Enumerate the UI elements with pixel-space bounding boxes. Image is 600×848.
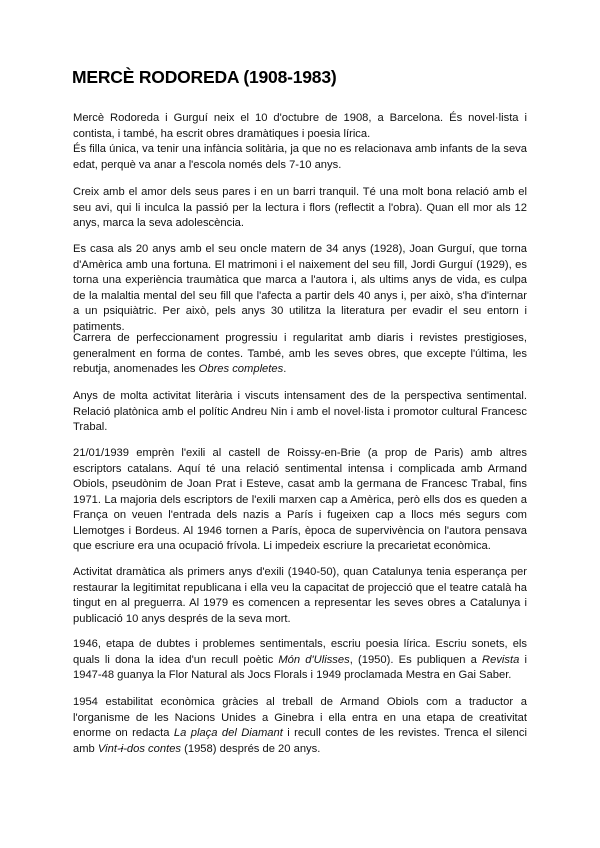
paragraph-birth-line-2: És filla única, va tenir una infància solitària, ja que no es relacionava amb infants de la seva edat, perquè va anar a l'escola només dels 7-10 anys. bbox=[73, 143, 527, 171]
work-title-mon-d-ulisses: Món d'Ulisses bbox=[278, 653, 350, 666]
paragraph-drama: Activitat dramàtica als primers anys d'exili (1940-50), quan Catalunya tenia esperança per restaurar la legitimitat republicana i ella veu la capacitat de projecció que el teatre català ha tingut en al preguerra. Al 1979 es comencen a representar les seves obres a Catalunya i publicació 10 anys després de la seva mort. bbox=[73, 566, 527, 625]
work-title-revista: Revista bbox=[482, 653, 520, 666]
page-title: MERCÈ RODOREDA (1908-1983) bbox=[72, 67, 337, 87]
paragraph-poetry: 1946, etapa de dubtes i problemes sentimentals, escriu poesia lírica. Escriu sonets, els quals li dona la idea d'un recull poètic Món d'Ulisses, (1950). Es publiquen a Revista i 1947-48 guanya la Flor Natural als Jocs Florals i 1949 proclamada Mestra en Gai Saber. bbox=[73, 638, 527, 681]
paragraph-literary-activity: Anys de molta activitat literària i viscuts intensament des de la perspectiva sentimental. Relació platònica amb el polític Andreu Nin i amb el novel·lista i promotor cultural Francesc Trabal. bbox=[73, 390, 527, 433]
paragraph-stability: 1954 estabilitat econòmica gràcies al treball de Armand Obiols com a traductor a l'organisme de les Nacions Unides a Ginebra i ella entra en una etapa de creativitat enorme on redacta La plaça del Diamant i recull contes de les revistes. Trenca el silenci amb Vint-i-dos contes (1958) després de 20 anys. bbox=[73, 696, 527, 755]
work-title-la-placa-del-diamant: La plaça del Diamant bbox=[173, 727, 283, 739]
paragraph-exile: 21/01/1939 emprèn l'exili al castell de Roissy-en-Brie (a prop de Paris) amb altres escriptors catalans. Aquí té una relació sentimental intensa i complicada amb Armand Obiols, pseudònim de Joan Prat i Esteve, casat amb la germana de Francesc Trabal, fins 1971. La majoria dels escriptors de l'exili marxen cap a Amèrica, però ells dos es queden a França on veuen l'entrada dels nazis a París i fugeixen cap a llocs més segurs com Llemotges i Bordeus. Al 1946 tornen a París, època de supervivència on l'autora pensava que escriure era una ocupació frívola. Li impedeix escriure la precarietat econòmica. bbox=[73, 447, 527, 552]
work-title-vint-i-dos-contes: Vint-i-dos contes bbox=[97, 742, 182, 755]
paragraph-career: Carrera de perfeccionament progressiu i regularitat amb diaris i revistes prestigioses, generalment en forma de contes. També, amb les seves obres, que excepte l'última, les rebutja, anomenades les Obres completes. bbox=[73, 332, 527, 375]
paragraph-birth bbox=[73, 111, 527, 173]
paragraph-birth-line-1: Mercè Rodoreda i Gurguí neix el 10 d'octubre de 1908, a Barcelona. És novel·lista i contista, i també, ha escrit obres dramàtiques i poesia lírica. bbox=[73, 112, 527, 140]
work-title-obres-completes: Obres completes bbox=[198, 363, 284, 375]
paragraph-marriage: Es casa als 20 anys amb el seu oncle matern de 34 anys (1928), Joan Gurguí, que torna d'Amèrica amb una fortuna. El matrimoni i el naixement del seu fill, Jordi Gurguí (1929), es torna una experiència traumàtica que marca a l'autora i, als ultims anys de vida, es culpa de la malaltia mental del seu fill que l'afecta a partir dels 40 anys i, per això, s'ha d'internar a un psiquiàtric. Per això, pels anys 30 utilitza la literatura per evadir el seu entorn i patiments. bbox=[73, 243, 527, 333]
paragraph-childhood: Creix amb el amor dels seus pares i en un barri tranquil. Té una molt bona relació amb el seu avi, qui li inculca la passió per la lectura i flors (reflectit a l'obra). Quan ell mor als 12 anys, marca la seva adolescència. bbox=[73, 186, 527, 229]
